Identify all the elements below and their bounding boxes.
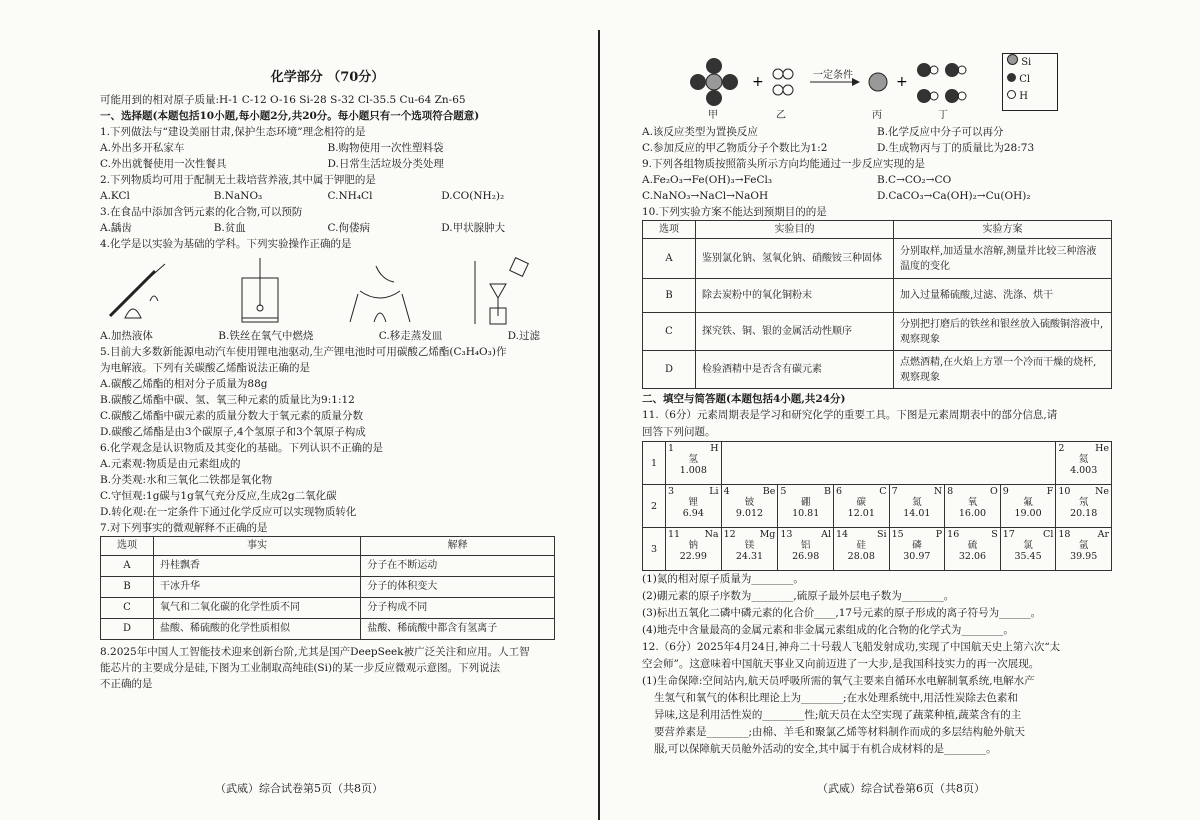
right-column [642, 0, 1112, 758]
element-name: 氩 [1078, 540, 1089, 551]
q7-cell: 盐酸、稀硫酸的化学性质相似 [154, 619, 361, 640]
table-row[interactable] [101, 598, 555, 619]
q2-option-c[interactable]: C.NH₄Cl [327, 190, 373, 202]
atomic-number: 16 [947, 529, 960, 540]
question-12 [642, 639, 1112, 758]
question-1 [100, 124, 555, 172]
legend-si: Si [1021, 57, 1032, 68]
element-name: 铍 [744, 497, 755, 508]
q7-header-option: 选项 [101, 537, 154, 556]
q4-option-a[interactable]: A.加热液体 [100, 330, 153, 342]
atomic-mass: 32.06 [958, 551, 987, 562]
q10-cell: C [643, 313, 696, 351]
evaporating-dish-illustration [340, 256, 420, 326]
element-cell [889, 528, 945, 571]
label-condition: 一定条件 [813, 70, 853, 81]
element-name: 氧 [967, 497, 978, 508]
section-2-heading: 二、填空与简答题(本题包括4小题,共24分) [642, 393, 846, 405]
q7-cell: 丹桂飘香 [154, 556, 361, 577]
right-footer: （武威）综合试卷第6页（共8页） [817, 782, 985, 795]
q6-option-d[interactable]: D.转化观:在一定条件下通过化学反应可以实现物质转化 [100, 506, 357, 518]
element-name: 镁 [744, 540, 755, 551]
left-page [0, 0, 598, 820]
label-bing: 丙 [872, 110, 882, 121]
atomic-number: 6 [835, 486, 843, 497]
q7-header-fact: 事实 [154, 537, 361, 556]
q11-part-2[interactable]: (2)硼元素的原子序数为________,硫原子最外层电子数为________。 [642, 590, 955, 602]
molecule-bing [869, 73, 887, 91]
element-symbol: Cl [1043, 529, 1054, 540]
q5-option-b[interactable]: B.碳酸乙烯酯中碳、氢、氧三种元素的质量比为9:1:12 [100, 394, 355, 406]
q3-option-a[interactable]: A.龋齿 [100, 222, 132, 234]
atomic-number: 17 [1002, 529, 1015, 540]
question-2 [100, 172, 555, 204]
element-name: 氟 [1023, 497, 1033, 508]
element-symbol: Li [709, 486, 719, 497]
iron-burning-illustration [220, 256, 300, 326]
question-7 [100, 520, 555, 640]
element-cell [666, 485, 722, 528]
atomic-mass: 19.00 [1014, 508, 1042, 519]
element-cell [945, 528, 1001, 571]
q1-stem: 1.下列做法与“建设美丽甘肃,保护生态环境”理念相符的是 [100, 126, 366, 138]
q6-option-c[interactable]: C.守恒观:1g碳与1g氧气充分反应,生成2g二氧化碳 [100, 490, 337, 502]
q9-option-b[interactable]: B.C→CO₂→CO [877, 174, 952, 186]
atomic-mass: 6.94 [682, 508, 704, 519]
q9-option-c[interactable]: C.NaNO₃→NaCl→NaOH [642, 190, 769, 202]
legend-h: H [1019, 91, 1028, 102]
atomic-mass: 24.31 [735, 551, 764, 562]
q10-header-plan: 实验方案 [894, 221, 1112, 239]
atomic-number: 10 [1058, 486, 1071, 497]
element-cell [1056, 528, 1112, 571]
element-cell [1056, 485, 1112, 528]
element-symbol: He [1095, 443, 1109, 454]
question-8 [100, 644, 555, 692]
atomic-number: 12 [723, 529, 736, 540]
q10-table [642, 220, 1112, 389]
element-name: 氢 [688, 454, 699, 465]
q8-stem-3: 不正确的是 [100, 678, 153, 690]
element-symbol: Mg [759, 529, 776, 540]
atomic-mass: 4.003 [1070, 465, 1098, 476]
q5-option-a[interactable]: A.碳酸乙烯酯的相对分子质量为88g [100, 378, 268, 390]
q11-part-1[interactable]: (1)氮的相对原子质量为________。 [642, 573, 804, 585]
q10-cell: 鉴别氯化钠、氢氧化钠、硝酸铵三种固体 [696, 239, 894, 279]
q7-cell: C [101, 598, 154, 619]
element-cell [1056, 442, 1112, 485]
atomic-mass: 16.00 [958, 508, 987, 519]
q12-line-2: 空会师”。这意味着中国航天事业又向前迈进了一大步,是我国科技实力的再一次展现。 [642, 658, 1040, 670]
label-jia: 甲 [708, 110, 718, 121]
q10-cell: D [643, 351, 696, 389]
molecule-ding [917, 63, 966, 103]
periodic-table [642, 441, 1112, 571]
atomic-number: 1 [668, 443, 675, 454]
element-cell [833, 528, 889, 571]
element-cell [833, 485, 889, 528]
label-yi: 乙 [776, 110, 786, 121]
q5-stem-1: 5.目前大多数新能源电动汽车使用锂电池驱动,生产锂电池时可用碳酸乙烯酯(C₃H₄O₃)作 [100, 346, 507, 358]
q4-stem: 4.化学是以实验为基础的学科。下列实验操作正确的是 [100, 238, 352, 250]
q5-option-c[interactable]: C.碳酸乙烯酯中碳元素的质量分数大于氧元素的质量分数 [100, 410, 363, 422]
q4-option-b[interactable]: B.铁丝在氧气中燃烧 [218, 330, 314, 342]
atomic-number: 15 [891, 529, 904, 540]
q12-line-7[interactable]: 服,可以保障航天员舱外活动的安全,其中属于有机合成材料的是________。 [654, 743, 997, 755]
q7-cell: 干冰升华 [154, 577, 361, 598]
q7-header-explain: 解释 [361, 537, 555, 556]
q6-option-a[interactable]: A.元素观:物质是由元素组成的 [100, 458, 241, 470]
q9-option-a[interactable]: A.Fe₂O₃→Fe(OH)₃→FeCl₃ [642, 174, 773, 186]
q8-option-b[interactable]: B.化学反应中分子可以再分 [877, 126, 1004, 138]
element-symbol: Al [821, 529, 831, 540]
q10-cell: 检验酒精中是否含有碳元素 [696, 351, 894, 389]
atomic-number: 2 [1058, 443, 1065, 454]
period-label: 3 [643, 528, 666, 571]
element-name: 钠 [688, 540, 699, 551]
element-cell [1000, 528, 1056, 571]
left-footer: （武威）综合试卷第5页（共8页） [215, 782, 383, 795]
element-cell [721, 485, 778, 528]
section-1-heading: 一、选择题(本题包括10小题,每小题2分,共20分。每小题只有一个选项符合题意) [100, 110, 480, 122]
q12-line-6[interactable]: 要营养素是________;由棉、羊毛和聚氯乙烯等材料制作而成的多层结构舱外航天 [654, 726, 1026, 738]
q1-option-d[interactable]: D.日常生活垃圾分类处理 [327, 158, 444, 170]
element-symbol: F [1046, 486, 1054, 497]
q1-option-a[interactable]: A.外出多开私家车 [100, 142, 185, 154]
q12-line-5[interactable]: 异味,这是利用活性炭的________性;航天员在太空实现了蔬菜种植,蔬菜含有的主 [654, 709, 1022, 721]
q9-stem: 9.下列各组物质按照箭头所示方向均能通过一步反应实现的是 [642, 158, 926, 170]
q3-option-c[interactable]: C.佝偻病 [327, 222, 370, 234]
q2-option-d[interactable]: D.CO(NH₂)₂ [441, 190, 505, 202]
element-symbol: Be [762, 486, 776, 497]
table-row[interactable] [101, 577, 555, 598]
element-symbol: Si [877, 529, 887, 540]
element-symbol: N [933, 486, 943, 497]
atomic-number: 5 [780, 486, 787, 497]
q8-reaction-diagram [642, 52, 1112, 112]
q11-stem-1: 11.（6分）元素周期表是学习和研究化学的重要工具。下图是元素周期表中的部分信息,请 [642, 409, 1058, 421]
element-name: 硅 [856, 540, 867, 551]
question-10 [642, 204, 1112, 389]
q4-option-c[interactable]: C.移走蒸发皿 [378, 330, 443, 342]
q2-option-b[interactable]: B.NaNO₃ [213, 190, 263, 202]
question-11 [642, 407, 1112, 639]
q3-option-d[interactable]: D.甲状腺肿大 [441, 222, 506, 234]
svg-text:+: + [752, 74, 764, 90]
q4-illustrations [100, 256, 540, 326]
q8-legend [1002, 53, 1058, 111]
q6-stem: 6.化学观念是认识物质及其变化的基础。下列认识不正确的是 [100, 442, 384, 454]
q5-option-d[interactable]: D.碳酸乙烯酯是由3个碳原子,4个氢原子和3个氧原子构成 [100, 426, 366, 438]
atomic-mass: 20.18 [1070, 508, 1098, 519]
q7-cell: 分子在不断运动 [361, 556, 555, 577]
atomic-mass: 30.97 [903, 551, 931, 562]
q7-stem: 7.对下列事实的微观解释不正确的是 [100, 522, 268, 534]
q5-stem-2: 为电解液。下列有关碳酸乙烯酯说法正确的是 [100, 362, 310, 374]
table-row[interactable] [101, 556, 555, 577]
atomic-mass: 10.81 [792, 508, 820, 519]
q10-cell: B [643, 279, 696, 313]
atomic-number: 13 [780, 529, 793, 540]
question-4 [100, 236, 555, 344]
q7-cell: 分子构成不同 [361, 598, 555, 619]
filtration-illustration [460, 256, 540, 326]
q11-stem-2: 回答下列问题。 [642, 426, 716, 438]
table-row[interactable] [643, 351, 1112, 389]
atomic-mass: 26.98 [792, 551, 820, 562]
table-row[interactable] [101, 619, 555, 640]
atomic-number: 18 [1058, 529, 1071, 540]
element-symbol: C [879, 486, 887, 497]
left-column [100, 0, 555, 692]
q10-cell: A [643, 239, 696, 279]
element-name: 氖 [1078, 497, 1089, 508]
atomic-mass: 35.45 [1014, 551, 1042, 562]
q10-cell: 分别把打磨后的铁丝和银丝放入硫酸铜溶液中,观察现象 [894, 313, 1112, 351]
period-label: 1 [643, 442, 666, 485]
table-gap [721, 442, 1056, 485]
q1-option-b[interactable]: B.购物使用一次性塑料袋 [327, 142, 444, 154]
element-symbol: B [824, 486, 831, 497]
q9-option-d[interactable]: D.CaCO₃→Ca(OH)₂→Cu(OH)₂ [877, 190, 1031, 202]
q12-line-1: 12.（6分）2025年4月24日,神舟二十号载人飞船发射成功,实现了中国航天史上第六次“太 [642, 641, 1061, 653]
element-name: 氮 [912, 497, 922, 508]
element-cell [945, 485, 1001, 528]
atomic-number: 14 [835, 529, 849, 540]
q7-cell: 分子的体积变大 [361, 577, 555, 598]
atomic-masses: 可能用到的相对原子质量:H-1 C-12 O-16 Si-28 S-32 Cl-35.5 Cu-64 Zn-65 [100, 94, 466, 106]
element-cell [721, 528, 778, 571]
q12-line-3: (1)生命保障:空间站内,航天员呼吸所需的氧气主要来自循环水电解制氧系统,电解水产 [642, 675, 1035, 687]
period-label: 2 [643, 485, 666, 528]
q7-table [100, 536, 555, 640]
element-cell [666, 528, 722, 571]
q4-option-d[interactable]: D.过滤 [507, 330, 540, 342]
table-row[interactable] [643, 279, 1112, 313]
element-cell [778, 485, 834, 528]
question-3 [100, 204, 555, 236]
element-name: 铝 [800, 540, 811, 551]
element-symbol: S [991, 529, 998, 540]
atomic-mass: 39.95 [1070, 551, 1098, 562]
atomic-number: 11 [668, 529, 681, 540]
atomic-number: 7 [891, 486, 898, 497]
element-cell [778, 528, 834, 571]
q3-stem: 3.在食品中添加含钙元素的化合物,可以预防 [100, 206, 303, 218]
atomic-mass: 14.01 [903, 508, 931, 519]
q10-cell: 分别取样,加适量水溶解,测量并比较三种溶液温度的变化 [894, 239, 1112, 279]
question-6 [100, 440, 555, 520]
table-row[interactable] [643, 239, 1112, 279]
q8-stem-2: 能芯片的主要成分是硅,下图为工业制取高纯硅(Si)的某一步反应微观示意图。下列说法 [100, 662, 501, 674]
element-name: 氦 [1078, 454, 1089, 465]
element-symbol: H [710, 443, 719, 454]
element-symbol: Na [704, 529, 719, 540]
heating-liquid-illustration [100, 256, 180, 326]
page-divider [598, 30, 600, 820]
element-name: 锂 [688, 497, 699, 508]
q7-cell: 氧气和二氧化碳的化学性质不同 [154, 598, 361, 619]
q10-cell: 探究铁、铜、银的金属活动性顺序 [696, 313, 894, 351]
element-name: 氯 [1023, 540, 1033, 551]
q3-option-b[interactable]: B.贫血 [213, 222, 246, 234]
element-name: 硫 [967, 540, 978, 551]
right-page [602, 0, 1200, 820]
q8-stem-1: 8.2025年中国人工智能技术迎来创新台阶,尤其是国产DeepSeek被广泛关注和应用。人工智 [100, 646, 530, 658]
element-name: 碳 [856, 497, 867, 508]
q10-cell: 点燃酒精,在火焰上方罩一个冷而干燥的烧杯,观察现象 [894, 351, 1112, 389]
q8-option-d[interactable]: D.生成物丙与丁的质量比为28:73 [877, 142, 1035, 154]
atomic-number: 8 [947, 486, 954, 497]
svg-text:+: + [896, 74, 908, 90]
atomic-mass: 28.08 [847, 551, 875, 562]
element-name: 磷 [912, 540, 922, 551]
q6-option-b[interactable]: B.分类观:水和三氧化二铁都是氧化物 [100, 474, 273, 486]
table-row[interactable] [643, 313, 1112, 351]
atomic-number: 9 [1002, 486, 1009, 497]
q11-part-4[interactable]: (4)地壳中含量最高的金属元素和非金属元素组成的化合物的化学式为________。 [642, 624, 1014, 636]
element-cell [666, 442, 722, 485]
q7-cell: B [101, 577, 154, 598]
q10-cell: 加入过量稀硫酸,过滤、洗涤、烘干 [894, 279, 1112, 313]
atomic-mass: 1.008 [679, 465, 707, 476]
molecule-yi [773, 69, 793, 95]
element-cell [889, 485, 945, 528]
q2-stem: 2.下列物质均可用于配制无土栽培营养液,其中属于钾肥的是 [100, 174, 376, 186]
q10-cell: 除去炭粉中的氧化铜粉末 [696, 279, 894, 313]
atomic-mass: 9.012 [735, 508, 764, 519]
atomic-mass: 22.99 [679, 551, 707, 562]
q8-option-a[interactable]: A.该反应类型为置换反应 [642, 126, 758, 138]
q11-part-3[interactable]: (3)标出五氧化二磷中磷元素的化合价____,17号元素的原子形成的离子符号为______。 [642, 607, 1042, 619]
q10-header-goal: 实验目的 [696, 221, 894, 239]
legend-cl: Cl [1019, 74, 1031, 85]
element-symbol: Ne [1095, 486, 1109, 497]
element-symbol: O [989, 486, 998, 497]
element-symbol: Ar [1097, 529, 1109, 540]
q12-line-4[interactable]: 生氢气和氧气的体积比理论上为________;在水处理系统中,用活性炭除去色素和 [654, 692, 1018, 704]
q7-cell: A [101, 556, 154, 577]
q7-cell: D [101, 619, 154, 640]
atomic-number: 4 [723, 486, 730, 497]
element-symbol: P [935, 529, 943, 540]
molecule-jia [690, 58, 738, 106]
question-5 [100, 344, 555, 440]
question-9 [642, 156, 1112, 204]
q8-option-c[interactable]: C.参加反应的甲乙物质分子个数比为1:2 [642, 142, 828, 154]
q10-stem: 10.下列实验方案不能达到预期目的的是 [642, 206, 827, 218]
q10-header-option: 选项 [643, 221, 696, 239]
element-name: 硼 [800, 497, 811, 508]
element-cell [1000, 485, 1056, 528]
q2-option-a[interactable]: A.KCl [100, 190, 130, 202]
q1-option-c[interactable]: C.外出就餐使用一次性餐具 [100, 158, 227, 170]
q7-cell: 盐酸、稀硫酸中都含有氢离子 [361, 619, 555, 640]
atomic-mass: 12.01 [847, 508, 875, 519]
label-ding: 丁 [938, 110, 948, 121]
atomic-number: 3 [668, 486, 675, 497]
chem-title: 化学部分 （70分） [270, 70, 385, 85]
